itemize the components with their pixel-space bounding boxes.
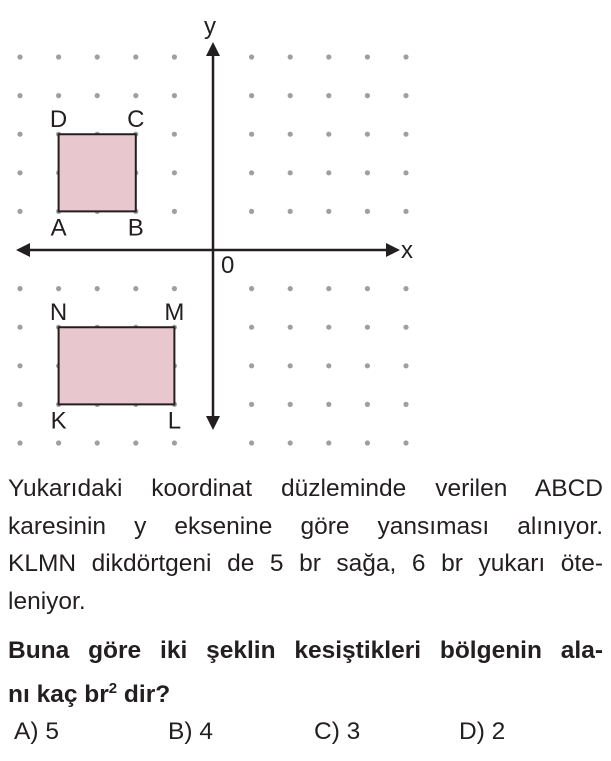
vertex-label-m: M [164, 299, 185, 327]
grid-dot [288, 325, 293, 330]
grid-dot [288, 54, 293, 59]
grid-dot [17, 209, 22, 214]
option-b[interactable] [168, 718, 213, 746]
grid-dot [56, 440, 61, 445]
grid-dot [249, 132, 254, 137]
grid-dot [17, 402, 22, 407]
grid-dot [326, 440, 331, 445]
y-axis-bottom-arrow [206, 416, 220, 430]
grid-dot [403, 402, 408, 407]
grid-dot [403, 363, 408, 368]
grid-dot [365, 132, 370, 137]
option-d[interactable] [459, 718, 505, 746]
option-d-value: 2 [491, 718, 506, 745]
grid-dot [95, 54, 100, 59]
grid-dot [288, 209, 293, 214]
question-prompt [8, 632, 603, 714]
option-b-value: 4 [199, 718, 213, 745]
grid-dot [172, 170, 177, 175]
grid-dot [288, 93, 293, 98]
option-a-letter: A) [14, 718, 39, 745]
grid-dot [288, 440, 293, 445]
grid-dot [365, 325, 370, 330]
question-line-2: karesinin y eksenine göre yansıması alınıyor. [8, 512, 603, 540]
option-a[interactable] [14, 718, 59, 746]
grid-dot [56, 286, 61, 291]
grid-dot [403, 132, 408, 137]
grid-dot [17, 170, 22, 175]
grid-dot [249, 54, 254, 59]
vertex-label-k: K [50, 407, 67, 435]
question-line-4: leniyor. [8, 587, 86, 615]
grid-dot [133, 54, 138, 59]
grid-dot [326, 132, 331, 137]
option-b-letter: B) [168, 718, 193, 745]
grid-dot [172, 209, 177, 214]
grid-dot [326, 170, 331, 175]
grid-dot [172, 54, 177, 59]
prompt-superscript: 2 [108, 680, 118, 697]
y-axis-top-arrow [206, 42, 220, 56]
grid-dot [288, 363, 293, 368]
grid-dot [133, 286, 138, 291]
grid-dot [17, 132, 22, 137]
rectangle-klmn [59, 327, 175, 404]
prompt-line-2 [8, 670, 603, 714]
grid-dot [17, 363, 22, 368]
grid-dot [326, 286, 331, 291]
grid-dot [95, 93, 100, 98]
vertex-label-a: A [50, 214, 67, 242]
grid-dot [326, 325, 331, 330]
shapes-layer [59, 134, 175, 404]
question-line-3: KLMN dikdörtgeni de 5 br sağa, 6 br yukarı öte- [8, 550, 603, 577]
origin-label: 0 [221, 252, 235, 279]
grid-dot [288, 170, 293, 175]
grid-dot [365, 402, 370, 407]
vertex-label-b: B [127, 214, 144, 242]
prompt-line-1: Buna göre iki şeklin kesiştikleri bölgenin ala- [8, 637, 603, 664]
question-line-1: Yukarıdaki koordinat düzleminde verilen ABCD [8, 475, 603, 502]
grid-dot [133, 440, 138, 445]
grid-dot [249, 170, 254, 175]
grid-dot [288, 402, 293, 407]
prompt-line-2-end: dir? [117, 681, 171, 709]
grid-dot [249, 363, 254, 368]
grid-dot [288, 132, 293, 137]
grid-dot [17, 54, 22, 59]
vertex-label-d: D [49, 106, 68, 134]
grid-dot [172, 93, 177, 98]
grid-dot [17, 325, 22, 330]
question-text [8, 470, 603, 620]
grid-dot [249, 325, 254, 330]
grid-dot [172, 132, 177, 137]
grid-dot [326, 54, 331, 59]
grid-dot [133, 93, 138, 98]
answer-options [14, 718, 604, 754]
x-axis-label: x [401, 237, 413, 264]
grid-dot [17, 93, 22, 98]
grid-dot [172, 286, 177, 291]
vertex-label-n: N [49, 299, 68, 327]
option-c-letter: C) [314, 718, 340, 745]
option-c[interactable] [314, 718, 360, 746]
grid-dot [249, 286, 254, 291]
grid-dot [403, 209, 408, 214]
grid-dot [403, 286, 408, 291]
x-axis-left-arrow [16, 243, 30, 257]
grid-dot [365, 440, 370, 445]
grid-dot [403, 54, 408, 59]
grid-dot [403, 325, 408, 330]
grid-dot [17, 286, 22, 291]
option-c-value: 3 [346, 718, 361, 745]
grid-dot [403, 440, 408, 445]
option-a-value: 5 [45, 718, 59, 745]
grid-dot [95, 440, 100, 445]
grid-dot [365, 363, 370, 368]
vertex-label-c: C [127, 106, 145, 134]
x-axis-right-arrow [386, 243, 400, 257]
grid-dot [326, 209, 331, 214]
grid-dot [249, 209, 254, 214]
grid-dot [365, 93, 370, 98]
grid-dot [365, 209, 370, 214]
option-d-letter: D) [459, 718, 485, 745]
square-abcd [59, 134, 136, 211]
grid-dot [403, 170, 408, 175]
grid-dot [326, 93, 331, 98]
grid-dot [56, 54, 61, 59]
prompt-line-2-start: nı kaç br [8, 681, 109, 709]
grid-dot [249, 93, 254, 98]
grid-dot [326, 402, 331, 407]
grid-dot [17, 440, 22, 445]
grid-dot [249, 402, 254, 407]
grid-dot [56, 93, 61, 98]
grid-dot [95, 286, 100, 291]
grid-dot [365, 170, 370, 175]
vertex-label-l: L [167, 407, 182, 435]
grid-dot [249, 440, 254, 445]
grid-dot [326, 363, 331, 368]
grid-dot [365, 54, 370, 59]
grid-dot [365, 286, 370, 291]
grid-dot [288, 286, 293, 291]
grid-dot [403, 93, 408, 98]
y-axis-label: y [204, 13, 216, 40]
grid-dot [172, 440, 177, 445]
